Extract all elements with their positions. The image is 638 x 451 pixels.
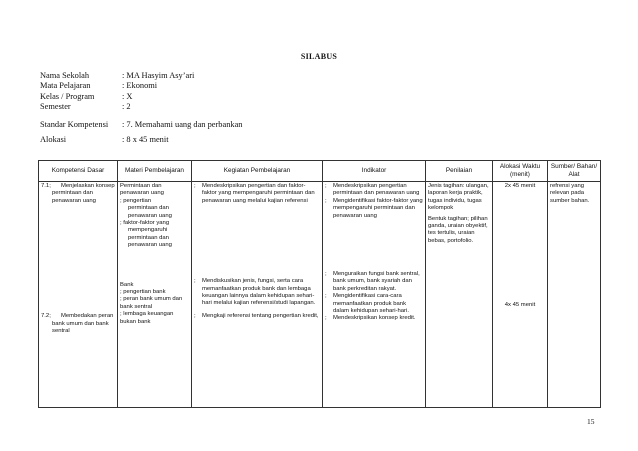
info-row-subject [40,81,242,91]
info-key: Semester [40,102,71,112]
header-indikator: Indikator [323,161,426,182]
penilaian-jenis: Jenis tagihan: ulangan, laporan kerja praktik, tugas individu, tugas kelompok [428,183,489,212]
header-materi: Materi Pembelajaran [118,161,192,182]
page-number: 15 [587,417,595,426]
info-row-class [40,92,242,102]
alokasi-value: 4x 45 menit [504,302,536,309]
header-kegiatan: Kegiatan Pembelajaran [192,161,323,182]
materi-intro: Bank [120,281,134,288]
info-value: : MA Hasyim Asy’ari [122,71,195,80]
cell-kompetensi [39,182,118,408]
indikator-text: Mengidentifikasi faktor-faktor yang mempengaruhi permintaan dan penawaran uang [333,197,423,219]
bullet: ; [325,197,327,204]
indikator-item [325,315,423,322]
info-value: : X [122,91,133,101]
penilaian-bentuk: Bentuk tagihan; pilihan ganda, uraian obyektif, tes tertulis, uraian bebas, portofolio. [428,215,488,244]
indikator-text: Mengidentifikasi cara-cara memanfaatkan produk bank dalam kehidupan sehari-hari. [333,293,409,315]
bullet: ; [325,293,327,300]
indikator-text: Mendeskripsikan konsep kredit. [333,315,416,322]
cell-indikator [323,182,426,408]
info-value: : 8 x 45 menit [122,135,169,145]
kd-first-line: Membedakan peran [61,313,114,320]
header-alokasi: Alokasi Waktu (menit) [493,161,548,182]
kegiatan-text: Mengkaji referensi tentang pengertian kredit, [202,312,319,319]
bullet: ; [194,278,196,285]
header-kompetensi: Kompetensi Dasar [39,161,118,182]
info-row-semester [40,102,242,112]
info-key: Kelas / Program [40,91,95,101]
syllabus-table [38,160,601,408]
bullet: ; [194,312,196,319]
info-value: : Ekonomi [122,81,158,91]
info-row-allocation [40,135,242,145]
header-penilaian: Penilaian [426,161,493,182]
alokasi-value: 2x 45 menit [504,183,536,189]
table-row [39,182,601,408]
info-row-school [40,71,242,81]
indikator-text: Menguraikan fungsi bank sentral, bank umum, bank syariah dan bank perkreditan rakyat. [333,271,420,292]
bullet: ; [325,315,327,322]
kd-first-line: Menjelaskan konsep [61,183,115,189]
bullet: ; [194,183,196,189]
cell-kegiatan [192,182,323,408]
info-key: Nama Sekolah [40,71,90,80]
header-sumber: Sumber/ Bahan/ Alat [548,161,601,182]
kd-rest: permintaan dan penawaran uang [52,190,96,204]
kd-rest: bank umum dan bank sentral [52,320,109,335]
indikator-item [325,183,423,198]
indikator-item [325,271,423,293]
materi-item-cont: mempengaruhi permintaan dan penawaran uang [128,227,172,249]
info-key: Standar Kompetensi [40,119,109,129]
kegiatan-item [194,183,320,205]
materi-intro: Permintaan dan penawaran uang [120,183,164,197]
kegiatan-text: Mendeskripsikan pengertian dan faktor-faktor yang mempengaruhi permintaan dan penawaran uang melalui kajian referensi [202,183,315,204]
materi-item: ; pengertian [120,197,152,204]
materi-item: ; faktor-faktor yang [120,220,170,227]
materi-item-cont: permintaan dan penawaran uang [128,205,172,219]
table-header-row [39,161,601,182]
info-value: : 2 [122,102,131,112]
materi-item: ; lembaga keuangan bukan bank [120,311,174,325]
bullet: ; [325,271,327,278]
info-key: Mata Pelajaran [40,81,91,91]
cell-materi [118,182,192,408]
kd-number: 7.2; [41,313,51,320]
cell-sumber [548,182,601,408]
materi-item: ; peran bank umum dan bank sentral [120,296,183,310]
kd-7-2 [41,313,115,335]
cell-alokasi [493,182,548,408]
sumber-text: refrensi yang relevan pada sumber bahan. [550,183,590,204]
bullet: ; [325,183,327,189]
indikator-text: Mendeskripsikan pengertian permintaan dan penawaran uang [333,183,420,197]
kegiatan-text: Mendiskusikan jenis, fungsi, serta cara memanfaatkan produk bank dan lembaga keuangan lainnya dalam kehidupan sehari-hari melalui kajian referensi/studi lapangan. [202,278,316,307]
kd-7-1 [41,183,115,205]
kegiatan-item [194,313,320,320]
info-value: : 7. Memahami uang dan perbankan [122,119,243,129]
kegiatan-item [194,278,320,308]
materi-item: ; pengertian bank [120,289,166,296]
info-row-competency-standard [40,120,242,130]
syllabus-info [40,71,242,145]
document-title: SILABUS [300,52,338,61]
info-key: Alokasi [40,135,67,145]
cell-penilaian [426,182,493,408]
kd-number: 7.1; [41,183,51,189]
indikator-item [325,293,423,315]
indikator-item [325,198,423,220]
